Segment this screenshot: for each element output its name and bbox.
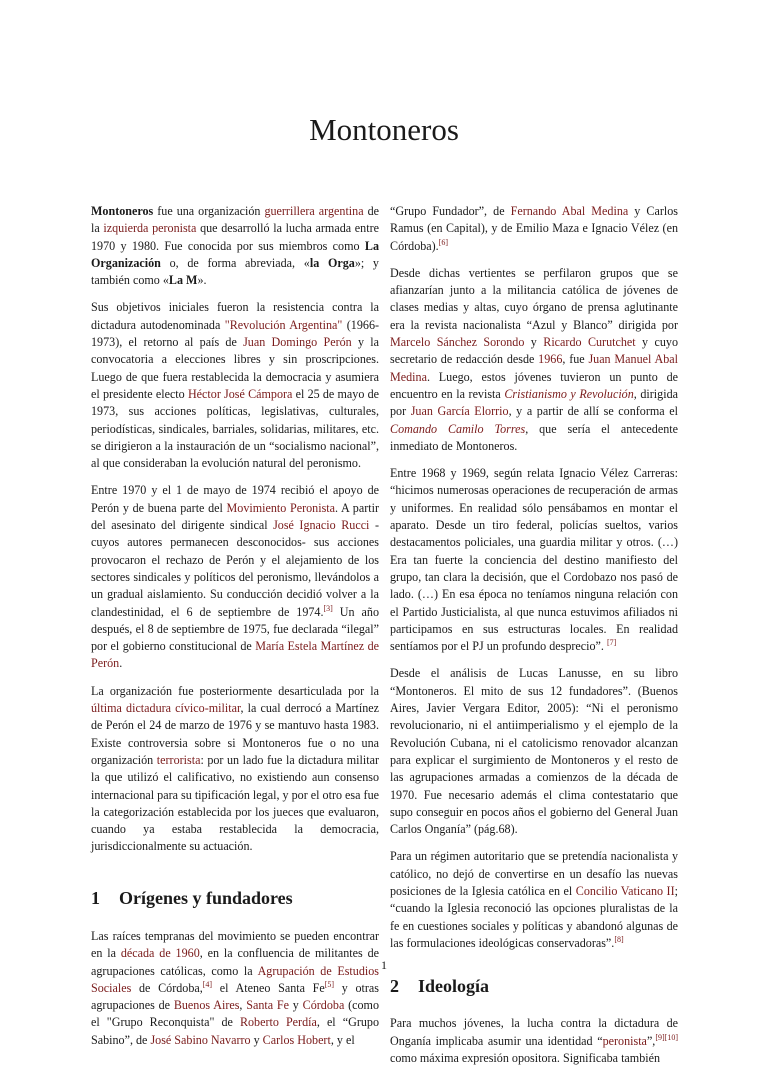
text-run: , la cual derrocó a Martínez de Perón el 24 de marzo de 1976 y se mantuvo hasta 1983. Existe controversia sobre si Montoneros fue o no una organización — [91, 701, 379, 767]
citation-ref[interactable]: [8] — [614, 934, 624, 944]
wiki-link[interactable]: Buenos Aires — [173, 998, 240, 1013]
wiki-link-italic[interactable]: Comando Camilo Torres — [390, 421, 526, 436]
text-run: , y a partir de allí se conforma el — [508, 404, 678, 419]
wiki-link[interactable]: Concilio Vaticano II — [575, 883, 675, 898]
text-run: . — [119, 656, 123, 671]
text-run: y — [289, 998, 303, 1013]
text-run: ”, — [646, 1033, 656, 1048]
wiki-link[interactable]: Héctor José Cámpora — [187, 386, 293, 401]
text-run: La organización fue posteriormente desarticulada por la — [91, 683, 379, 698]
section-number: 2 — [390, 976, 399, 997]
text-run: Las raíces tempranas del movimiento se pueden encontrar en la — [91, 928, 379, 961]
text-run: y cuyo secretario de redacción desde — [390, 335, 679, 367]
text-run: , el “Grupo Sabino”, de — [91, 1015, 379, 1047]
citation-ref[interactable]: [4] — [202, 979, 213, 989]
text-run: el 25 de mayo de 1973, sus acciones políticas, legislativas, culturales, periodísticas, sindicales, barriales, solidarias, militares, etc. se dirigieron a la instauración de un “socialismo nacional”, al que consideraban la evolución natural del peronismo. — [91, 386, 379, 471]
bold-term: La M — [168, 273, 198, 288]
bold-term: Montoneros — [91, 204, 154, 218]
text-run: y otras agrupaciones de — [91, 980, 380, 1013]
text-run: y la convocatoria a elecciones libres y sin proscripciones. Luego de que fuera restablecida la democracia y asumiera el presidente electo — [91, 335, 380, 401]
wiki-link[interactable]: Córdoba — [302, 998, 345, 1013]
text-run: Sus objetivos iniciales fueron la resistencia contra la dictadura autodenominada — [91, 300, 379, 332]
text-run: »; y también como « — [91, 255, 379, 288]
wiki-link[interactable]: 1966 — [538, 352, 563, 367]
wiki-link[interactable]: María Estela Martínez de Perón — [91, 639, 380, 671]
text-run: -cuyos autores permanecen desconocidos- sus acciones provocaron el rechazo de Perón y el alejamiento de los sectores sindicales y políticos del peronismo, llevándolos a un gradual aislamiento. Su conducción decidió volver a la clandestinidad, el 6 de septiembre de 1974. — [91, 518, 379, 619]
text-run: (como el "Grupo Reconquista" de — [91, 998, 380, 1030]
citation-ref[interactable]: [5] — [324, 979, 335, 989]
section-title: Ideología — [418, 976, 490, 997]
wiki-link[interactable]: izquierda peronista — [103, 221, 197, 236]
wiki-link[interactable]: Roberto Perdía — [239, 1015, 317, 1030]
wiki-link[interactable]: Marcelo Sánchez Sorondo — [390, 335, 525, 350]
wiki-link[interactable]: Fernando Abal Medina — [510, 204, 629, 218]
citation-ref[interactable]: [3] — [323, 603, 333, 613]
text-run: de la — [91, 204, 379, 236]
text-run: , — [239, 998, 247, 1013]
text-run: el Ateneo Santa Fe — [212, 980, 325, 995]
text-run: Para un régimen autoritario que se pretendía nacionalista y católico, no dejó de convertirse en un desafío las nuevas posiciones de la Iglesia católica en el — [390, 849, 678, 898]
wiki-link[interactable]: Agrupación de Estudios Sociales — [91, 963, 379, 995]
wiki-link[interactable]: década de 1960 — [120, 946, 200, 961]
text-run: como máxima expresión opositora. Significaba también — [390, 1051, 661, 1066]
right-column — [390, 203, 678, 1077]
paragraph — [91, 928, 379, 1049]
wiki-link[interactable]: Carlos Hobert — [262, 1032, 331, 1047]
paragraph — [91, 482, 379, 672]
text-run: , y el — [330, 1032, 355, 1047]
wiki-link[interactable]: peronista — [602, 1033, 647, 1048]
text-run: de Córdoba, — [131, 980, 203, 995]
paragraph — [390, 203, 678, 255]
section-heading-ideologia — [390, 978, 678, 995]
text-run: : por un lado fue la dictadura militar la que utilizó el calificativo, no existiendo aun consenso internacional para su tipificación legal, y por el otro esa fue la categorización establecida por los jueces que evaluaron, cuando ya estaba restablecida la democracia, jurisdiccionalmente su actuación. — [91, 752, 379, 854]
paragraph — [91, 683, 379, 856]
text-run: Entre 1968 y 1969, según relata Ignacio Vélez Carreras: “hicimos numerosas operaciones de recuperación de armas y uniformes. En realidad sólo pensábamos en montar el aparato. Desde un tiro federal, policías sueltos, varios destacamentos policiales, una guardia militar y otros. (…) Era tan fuerte la conciencia del destino manifiesto del grupo, tan clara la decisión, que el Cordobazo nos pasó de lado. (…) En esa época no teníamos ninguna relación con el Partido Justicialista, al que nunca estuvimos afiliados ni participamos en sus estructuras locales. En realidad sentíamos por el PJ un profundo desprecio”. — [390, 466, 678, 654]
text-run: Desde dichas vertientes se perfilaron grupos que se afianzarían junto a la militancia católica de jóvenes de clases medias y altas, cuyo órgano de prensa aglutinante era la revista nacionalista “Azul y Blanco” dirigida por — [390, 265, 678, 332]
wiki-link[interactable]: Juan Domingo Perón — [243, 335, 352, 350]
text-run: “Grupo Fundador”, de — [390, 204, 511, 218]
text-run: y — [524, 335, 544, 350]
text-run: ». — [197, 273, 207, 288]
wiki-link[interactable]: "Revolución Argentina" — [224, 317, 343, 332]
bold-term: La Organización — [91, 238, 379, 270]
citation-ref[interactable]: [7] — [606, 638, 617, 648]
text-run: , que sería el antecedente inmediato de Montoneros. — [390, 421, 678, 453]
section-number: 1 — [91, 887, 100, 908]
paragraph — [390, 1015, 678, 1067]
text-run: Entre 1970 y el 1 de mayo de 1974 recibió el apoyo de Perón y de buena parte del — [91, 483, 379, 515]
text-run: , dirigida por — [390, 386, 678, 419]
text-run: , fue — [562, 352, 589, 367]
text-run: (1966-1973), el retorno al país de — [91, 317, 380, 350]
section-title: Orígenes y fundadores — [119, 887, 293, 908]
wiki-link[interactable]: Ricardo Curutchet — [543, 335, 636, 350]
paragraph — [390, 848, 678, 952]
text-run: Desde el análisis de Lucas Lanusse, en su libro “Montoneros. El mito de sus 12 fundadores”. (Buenos Aires, Javier Vergara Editor, 2005): “Ni el peronismo revolucionario, ni el antiimperialismo y el ejemplo de la Revolución Cubana, ni el catolicismo renovador alcanzan para explicar el surgimiento de Montoneros y el resto de las agrupaciones armadas a comienzos de la década de 1970. Fue necesario además el clima contestatario que supo conseguir en pocos años el gobierno del General Juan Carlos Onganía” (pág.68). — [390, 666, 678, 837]
wiki-link[interactable]: guerrillera argentina — [264, 204, 364, 218]
paragraph — [390, 665, 678, 838]
wiki-link[interactable]: terrorista — [156, 752, 201, 767]
wiki-link[interactable]: Juan García Elorrio — [410, 404, 509, 419]
wiki-link[interactable]: José Sabino Navarro — [150, 1032, 251, 1047]
wiki-link[interactable]: Santa Fe — [246, 998, 290, 1013]
left-column — [91, 203, 379, 1059]
text-run: y Carlos Ramus (en Capital), y de Emilio Maza e Ignacio Vélez (en Córdoba). — [390, 204, 678, 253]
wiki-link[interactable]: última dictadura cívico-militar — [91, 701, 241, 716]
wiki-link[interactable]: Movimiento Peronista — [226, 500, 336, 515]
text-run: y — [250, 1032, 263, 1047]
paragraph — [91, 203, 379, 289]
text-run: fue una organización — [153, 204, 265, 218]
page-number: 1 — [381, 958, 387, 972]
text-run: Para muchos jóvenes, la lucha contra la dictadura de Onganía implicaba asumir una identidad “ — [390, 1016, 678, 1048]
text-run: Un año después, el 8 de septiembre de 1975, fue declarada “ilegal” por el gobierno constitucional de — [91, 604, 380, 654]
text-run: o, de forma abreviada, « — [160, 255, 310, 270]
paragraph — [390, 465, 678, 655]
paragraph — [91, 299, 379, 472]
text-run: , en la confluencia de militantes de agrupaciones católicas, como la — [91, 946, 379, 978]
text-run: . Luego, estos jóvenes tuvieron un punto de encuentro en la revista — [390, 369, 678, 401]
wiki-link[interactable]: José Ignacio Rucci — [273, 518, 370, 533]
page-title: Montoneros — [309, 112, 459, 147]
citation-ref[interactable]: [6] — [438, 237, 449, 247]
section-heading-origenes — [91, 887, 379, 908]
citation-ref[interactable]: [9][10] — [655, 1032, 678, 1042]
wiki-link-italic[interactable]: Cristianismo y Revolución — [504, 386, 634, 401]
text-run: que desarrolló la lucha armada entre 1970 y 1980. Fue conocida por sus miembros como — [91, 221, 379, 253]
text-run: . A partir del asesinato del dirigente sindical — [91, 500, 379, 533]
wiki-link[interactable]: Juan Manuel Abal Medina — [390, 352, 678, 384]
bold-term: la Orga — [309, 255, 355, 270]
paragraph — [390, 265, 678, 455]
text-run: ; “cuando la Iglesia reconoció las opciones pluralistas de la fe en cuestiones sociales y políticas y abandonó algunas de las formulaciones ideológicas conservadoras”. — [390, 883, 678, 950]
